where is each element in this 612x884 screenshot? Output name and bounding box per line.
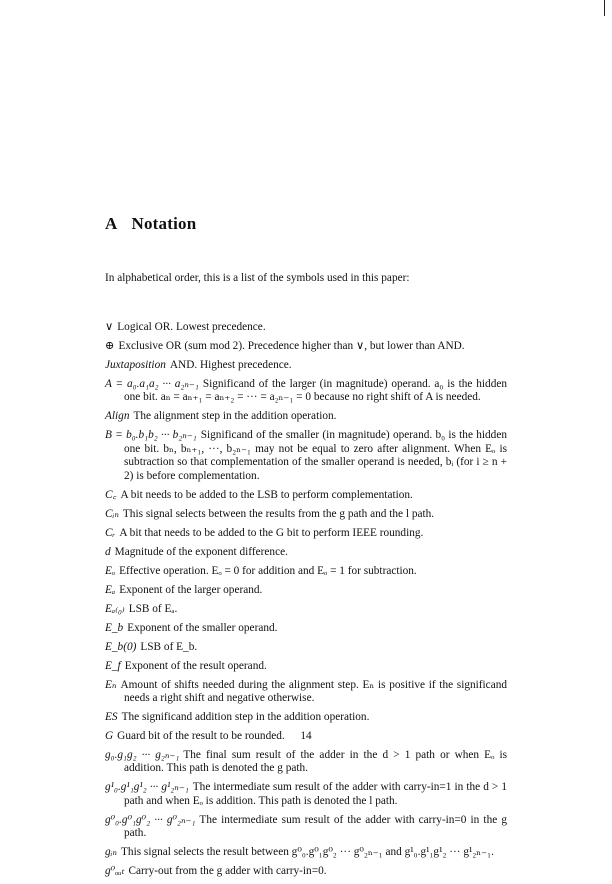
notation-definition: A bit needs to be added to the LSB to perform complementation.	[120, 488, 413, 501]
notation-entry	[105, 584, 507, 597]
page-number: 14	[300, 730, 312, 742]
section-number: A	[105, 214, 118, 233]
notation-definition: AND. Highest precedence.	[169, 359, 292, 371]
notation-term: g⁰ₒᵤₜ	[105, 865, 125, 878]
notation-term: ⊕	[105, 340, 115, 352]
notation-definition: Effective operation. Eₒ = 0 for addition and Eₒ = 1 for subtraction.	[119, 564, 417, 577]
notation-definition: Amount of shifts needed during the alignment step. Eₙ is positive if the significand needs a right shift and negative otherwise.	[120, 678, 507, 705]
notation-definition: The intermediate sum result of the adder with carry-in=0 in the g path.	[124, 813, 507, 840]
notation-definition: Exponent of the larger operand.	[119, 583, 263, 596]
notation-definition: Logical OR. Lowest precedence.	[117, 321, 266, 333]
notation-definition: A bit that needs to be added to the G bit to perform IEEE rounding.	[119, 526, 424, 539]
notation-term: G	[105, 730, 114, 743]
notation-entry	[105, 711, 507, 724]
notation-definition: Carry-out from the g adder with carry-in=0.	[128, 865, 327, 878]
notation-definition: The alignment step in the addition operation.	[133, 410, 337, 423]
notation-definition: Guard bit of the result to be rounded.	[117, 730, 285, 743]
notation-term: Juxtaposition	[105, 359, 166, 371]
notation-list	[105, 321, 507, 884]
section-title: Notation	[131, 214, 197, 233]
section-heading	[105, 214, 196, 234]
notation-term: E_b	[105, 621, 124, 634]
notation-term: gᵢₙ	[105, 846, 118, 859]
notation-term: d	[105, 545, 111, 558]
notation-term: g¹₀.g¹₁g¹₂ ··· g¹₂ₙ₋₁	[105, 781, 189, 794]
notation-entry	[105, 321, 507, 334]
notation-definition: This signal selects the result between g⁰₀.g⁰₁g⁰₂ ··· g⁰₂ₙ₋₁ and g¹₀.g¹₁g¹₂ ··· g¹₂ₙ₋₁.	[121, 846, 494, 859]
notation-entry	[105, 546, 507, 559]
notation-entry	[105, 410, 507, 423]
notation-term: g₀.g₁g₂ ··· g₂ₙ₋₁	[105, 749, 180, 762]
notation-term: ∨	[105, 321, 114, 333]
notation-term: Eₙ	[105, 678, 117, 691]
notation-definition: Exponent of the result operand.	[124, 659, 267, 672]
notation-term: A = a₀.a₁a₂ ··· a₂ₙ₋₁	[105, 378, 199, 390]
notation-definition: Exponent of the smaller operand.	[127, 621, 278, 634]
notation-definition: The intermediate sum result of the adder with carry-in=1 in the d > 1 path and when Eₒ is addition. This path is denoted the l path.	[124, 781, 508, 807]
notation-entry	[105, 378, 507, 405]
notation-definition: Significand of the larger (in magnitude) operand. a₀ is the hidden one bit. aₙ = aₙ₊₁ = aₙ₊₂ = ··· = a₂ₙ₋₁ = 0 because no right shift of A is needed.	[124, 378, 508, 404]
notation-term: C꜀	[105, 488, 117, 501]
notation-entry	[105, 359, 507, 372]
notation-term: E_f	[105, 659, 121, 672]
notation-entry	[105, 508, 507, 521]
notation-entry	[105, 340, 507, 353]
notation-term: g⁰₀.g⁰₁g⁰₂ ··· g⁰₂ₙ₋₁	[105, 813, 196, 826]
notation-term: ES	[105, 711, 118, 724]
notation-entry	[105, 565, 507, 578]
notation-definition: LSB of Eₐ.	[128, 602, 178, 615]
notation-entry	[105, 527, 507, 540]
page-edge-mark	[604, 0, 605, 16]
notation-definition: The final sum result of the adder in the d > 1 path or when Eₒ is addition. This path is denoted the g path.	[124, 749, 507, 775]
notation-term: Cᵢₙ	[105, 507, 119, 520]
notation-definition: Magnitude of the exponent difference.	[114, 545, 288, 558]
notation-term: Eₐ	[105, 583, 116, 596]
notation-definition: LSB of E_b.	[140, 640, 198, 653]
notation-entry	[105, 660, 507, 673]
notation-entry	[105, 489, 507, 502]
notation-entry	[105, 846, 507, 859]
notation-entry	[105, 603, 507, 616]
notation-definition: Exclusive OR (sum mod 2). Precedence higher than ∨, but lower than AND.	[118, 340, 465, 352]
notation-definition: Significand of the smaller (in magnitude) operand. b₀ is the hidden one bit. bₙ, bₙ₊₁, ···, b₂ₙ₋₁ may not be equal to zero after alignment. When Eₒ is subtraction so that complementation of the smaller operand is needed, bᵢ (for i ≥ n + 2) is before complementation.	[124, 429, 507, 482]
notation-entry	[105, 429, 507, 483]
notation-definition: This signal selects between the results from the g path and the l path.	[122, 507, 435, 520]
notation-entry	[105, 814, 507, 841]
notation-entry	[105, 641, 507, 654]
notation-entry	[105, 865, 507, 878]
notation-term: Eₐ₍₀₎	[105, 602, 125, 615]
notation-term: E_b(0)	[105, 640, 137, 653]
notation-entry	[105, 679, 507, 706]
notation-entry	[105, 622, 507, 635]
notation-entry	[105, 781, 507, 808]
notation-term: Cᵣ	[105, 526, 116, 539]
notation-term: Align	[105, 410, 130, 423]
notation-definition: The significand addition step in the addition operation.	[121, 711, 370, 724]
notation-term: B = b₀.b₁b₂ ··· b₂ₙ₋₁	[105, 429, 197, 442]
notation-entry	[105, 749, 507, 776]
notation-term: Eₒ	[105, 564, 116, 577]
intro-paragraph: In alphabetical order, this is a list of the symbols used in this paper:	[105, 272, 410, 284]
